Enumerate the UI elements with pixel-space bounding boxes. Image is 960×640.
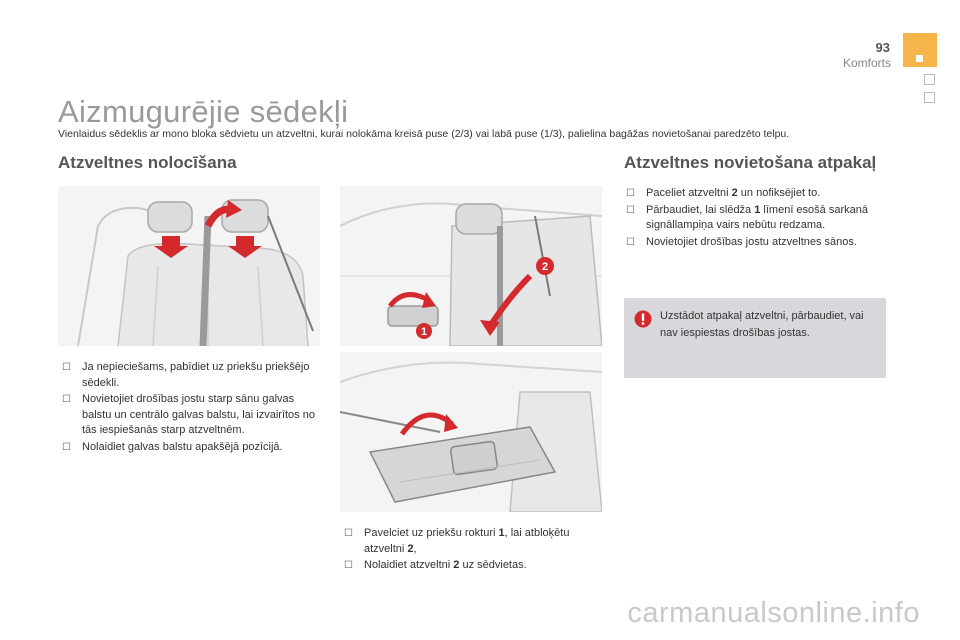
list-item: ☐ Pārbaudiet, lai slēdža 1 līmenī esošā sarkanā signāllampiņa vairs nebūtu redzama.	[626, 203, 868, 231]
callout-1: 1	[420, 326, 428, 338]
list-item: ☐ Pavelciet uz priekšu rokturi 1, lai atbloķētu atzveltni 2,	[344, 527, 570, 555]
tab-box-empty	[924, 92, 935, 103]
page-subtitle: Vienlaidus sēdeklis ar mono bloka sēdvietu un atzveltni, kurai nolokāma kreisā puse (2/3) vai labā puse (1/3), palielina bagāžas novietošanai paredzēto telpu.	[58, 128, 790, 140]
left-heading: Atzveltnes nolocīšana	[58, 153, 237, 172]
list-item: ☐ Paceliet atzveltni 2 un nofiksējiet to.	[624, 186, 884, 202]
watermark: carmanualsonline.info	[627, 597, 920, 629]
list-item: ☐ Novietojiet drošības jostu starp sānu galvas balstu un centrālo galvas balstu, lai izvairītos no tās iespiešanās starp atzveltnēm.	[62, 393, 315, 436]
bullet-icon: ☐	[62, 362, 71, 373]
page-number: 93	[875, 40, 890, 55]
backrest-folding-illustration	[340, 352, 602, 512]
right-steps	[624, 186, 884, 251]
bullet-icon: ☐	[344, 528, 353, 539]
list-item: ☐ Novietojiet drošības jostu atzveltnes sānos.	[624, 235, 884, 251]
callout-2: 2	[541, 261, 549, 273]
warning-text: Uzstādot atpakaļ atzveltni, pārbaudiet, vai nav iespiestas drošības jostas.	[660, 310, 864, 339]
section-name: Komforts	[842, 56, 891, 70]
middle-steps	[342, 526, 604, 575]
bullet-icon: ☐	[626, 236, 635, 248]
warning-box	[624, 298, 886, 378]
seat-release-illustration	[340, 186, 602, 346]
list-item: ☐ Nolaidiet galvas balstu apakšējā pozīcijā.	[60, 440, 320, 456]
page-title: Aizmugurējie sēdekļi	[58, 94, 349, 129]
seat-release-drawing	[340, 186, 602, 346]
section-tab	[903, 33, 937, 67]
bullet-icon: ☐	[626, 204, 635, 216]
bullet-icon: ☐	[62, 441, 71, 453]
left-steps	[60, 360, 320, 456]
right-heading: Atzveltnes novietošana atpakaļ	[624, 153, 877, 172]
headrest-drawing	[58, 186, 320, 346]
tab-marker	[916, 55, 923, 62]
bullet-icon: ☐	[62, 394, 71, 405]
tab-box-empty	[924, 74, 935, 85]
list-item: ☐ Ja nepieciešams, pabīdiet uz priekšu priekšējo sēdekli.	[62, 361, 310, 389]
bullet-icon: ☐	[344, 560, 353, 571]
backrest-folding-drawing	[340, 352, 602, 512]
warning-icon	[634, 310, 652, 333]
bullet-icon: ☐	[626, 188, 635, 199]
headrest-illustration	[58, 186, 320, 346]
list-item: ☐ Nolaidiet atzveltni 2 uz sēdvietas.	[342, 558, 604, 574]
